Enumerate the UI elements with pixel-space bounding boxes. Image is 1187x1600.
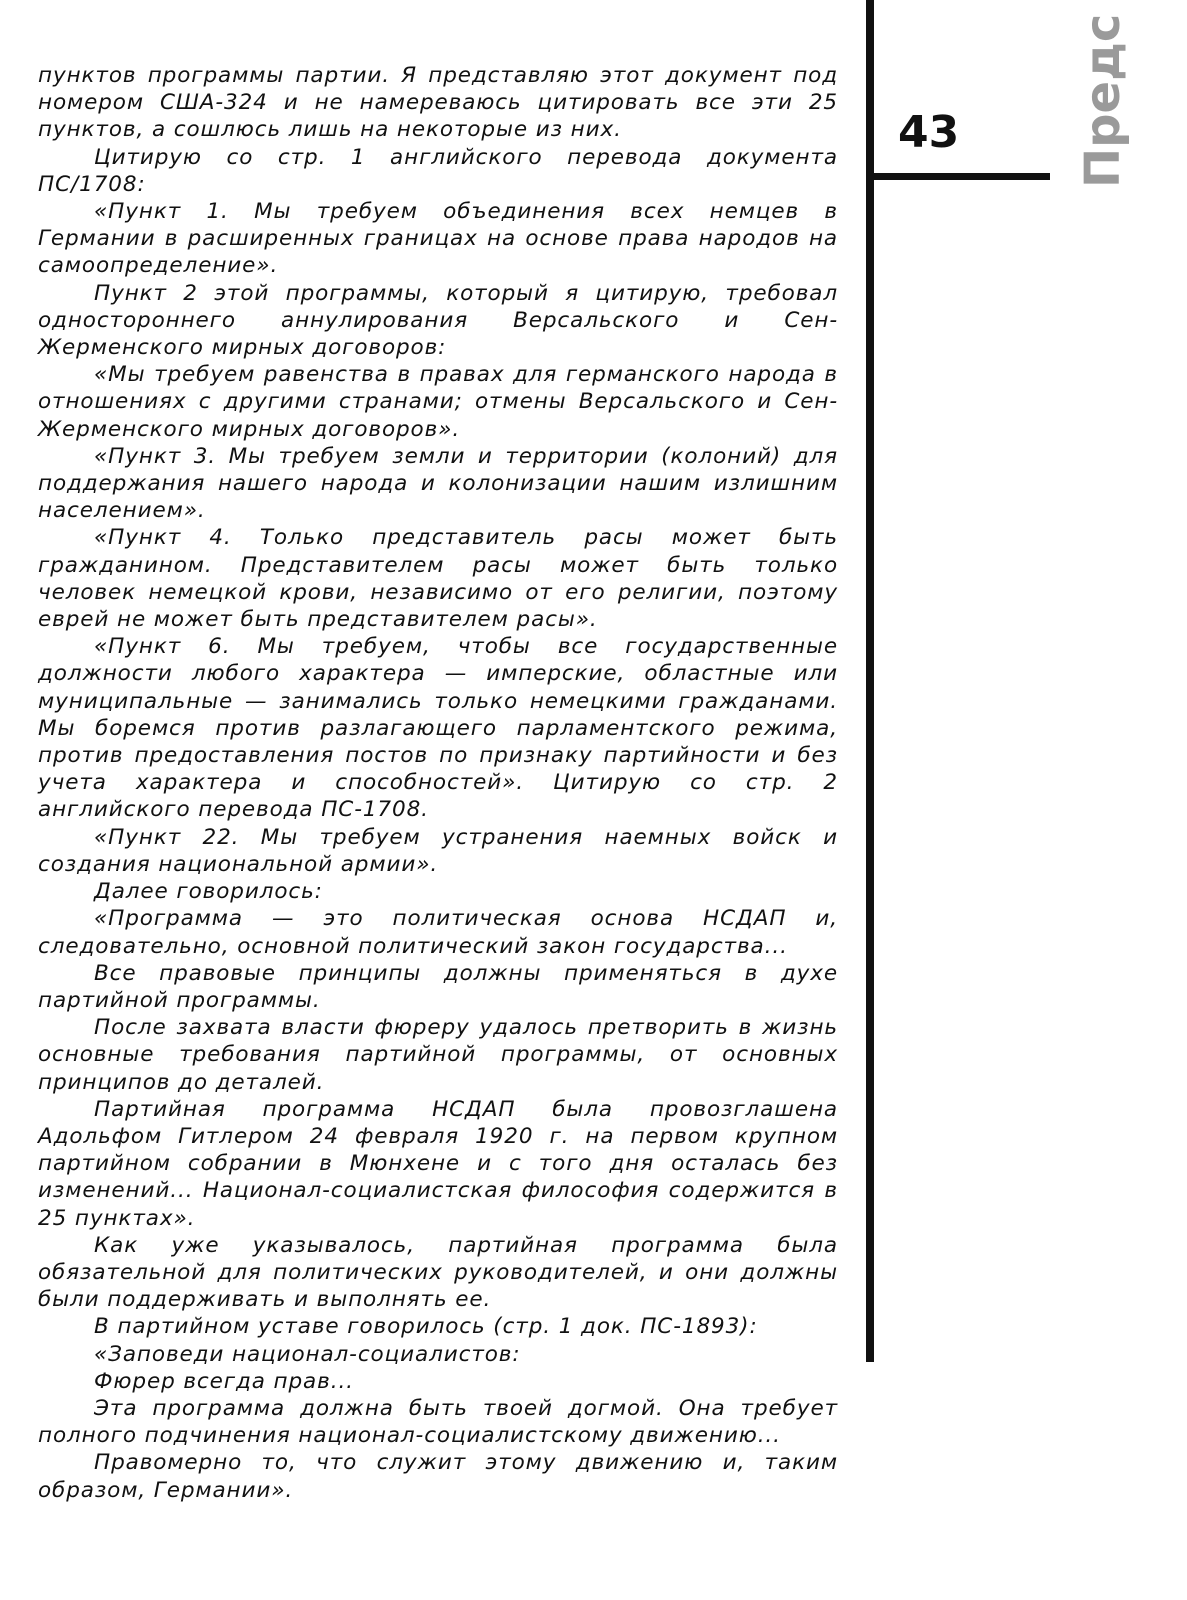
paragraph: «Пункт 4. Только представитель расы может быть гражданином. Представителем расы может быть только человек немецкой крови, независимо от его религии, поэтому еврей не может быть представителем расы». <box>38 525 838 633</box>
paragraph: «Пункт 6. Мы требуем, чтобы все государственные должности любого характера — имперские, областные или муниципальные — занимались только немецкими гражданами. Мы боремся против разлагающего парламентского режима, против предоставления постов по признаку партийности и без учета характера и способностей». Цитирую со стр. 2 английского перевода ПС-1708. <box>38 634 838 823</box>
paragraph: Как уже указывалось, партийная программа была обязательной для политических руководителей, и они должны были поддерживать и выполнять ее. <box>38 1232 838 1313</box>
paragraph: Правомерно то, что служит этому движению и, таким образом, Германии». <box>38 1450 838 1503</box>
paragraph: Цитирую со стр. 1 английского перевода документа ПС/1708: <box>38 144 838 197</box>
paragraph: «Программа — это политическая основа НСДАП и, следовательно, основной политический закон государства... <box>38 906 838 959</box>
paragraph: пунктов программы партии. Я представляю этот документ под номером США-324 и не намереваюсь цитировать все эти 25 пунктов, а сошлюсь лишь на некоторые из них. <box>38 63 838 143</box>
paragraph: Партийная программа НСДАП была провозглашена Адольфом Гитлером 24 февраля 1920 г. на первом крупном партийном собрании в Мюнхене и с того дня осталась без изменений... Национал-социалистская философия содержится в 25 пунктах». <box>38 1096 838 1231</box>
paragraph: «Мы требуем равенства в правах для германского народа в отношениях с другими странами; отмены Версальского и Сен-Жерменского мирных договоров». <box>38 362 838 442</box>
paragraph: После захвата власти фюреру удалось претворить в жизнь основные требования партийной программы, от основных принципов до деталей. <box>38 1015 838 1095</box>
margin-rule-horizontal <box>870 173 1050 180</box>
paragraph: «Пункт 22. Мы требуем устранения наемных войск и создания национальной армии». <box>38 824 838 877</box>
running-title <box>1075 0 1187 188</box>
paragraph: «Пункт 3. Мы требуем земли и территории (колоний) для поддержания нашего народа и колонизации нашим излишним населением». <box>38 443 838 524</box>
paragraph: «Заповеди национал-социалистов: <box>94 1341 521 1367</box>
running-title-line-1 <box>1075 0 1131 188</box>
body-text <box>38 62 838 1504</box>
paragraph: Фюрер всегда прав... <box>94 1368 354 1394</box>
page-number: 43 <box>898 107 960 158</box>
paragraph: Эта программа должна быть твоей догмой. Она требует полного подчинения национал-социалистскому движению... <box>38 1395 838 1449</box>
running-title-gap <box>1075 0 1131 14</box>
margin-rule-vertical <box>866 0 874 1362</box>
paragraph: Пункт 2 этой программы, который я цитирую, требовал одностороннего аннулирования Версальского и Сен-Жерменского мирных договоров: <box>38 280 838 361</box>
paragraph: Все правовые принципы должны применяться в духе партийной программы. <box>38 960 838 1013</box>
paragraph: «Пункт 1. Мы требуем объединения всех немцев в Германии в расширенных границах на основе права народов на самоопределение». <box>38 199 838 279</box>
running-title-line-2 <box>1131 0 1187 188</box>
paragraph: Далее говорилось: <box>94 879 323 905</box>
paragraph: В партийном уставе говорилось (стр. 1 док. ПС-1893): <box>94 1314 758 1340</box>
running-title-faint-start: Предс <box>1075 13 1131 188</box>
